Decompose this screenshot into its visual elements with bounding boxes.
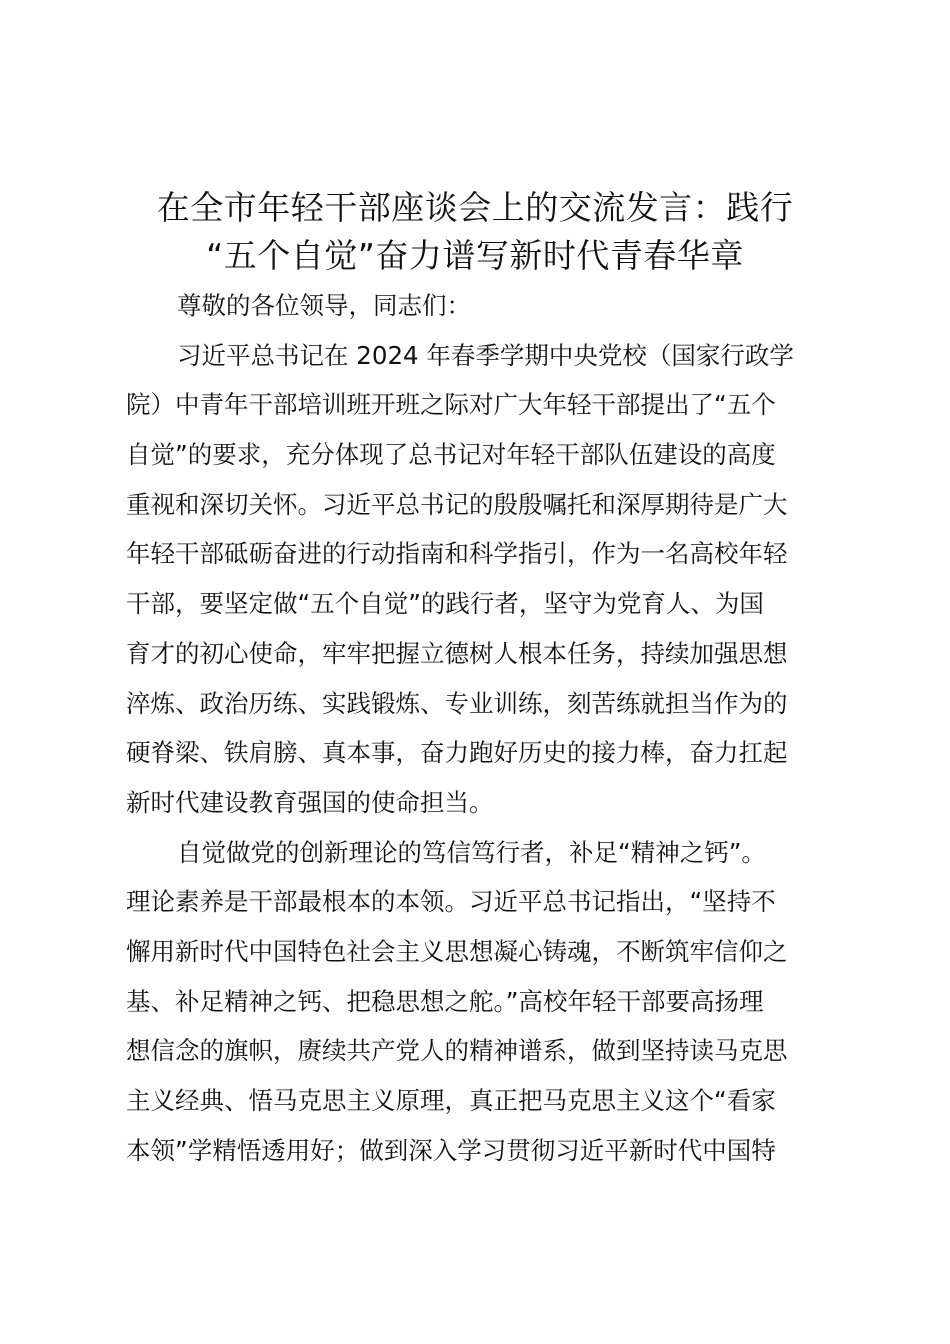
paragraph-line: 年轻干部砥砺奋进的行动指南和科学指引，作为一名高校年轻 xyxy=(126,539,788,569)
paragraph-line: 淬炼、政治历练、实践锻炼、专业训练，刻苦练就担当作为的 xyxy=(126,688,788,718)
salutation-line: 尊敬的各位领导，同志们： xyxy=(177,291,471,320)
paragraph-line: 理论素养是干部最根本的本领。习近平总书记指出，“坚持不 xyxy=(126,887,776,917)
paragraph-line: 本领”学精悟透用好；做到深入学习贯彻习近平新时代中国特 xyxy=(126,1135,776,1165)
paragraph-line: 想信念的旗帜，赓续共产党人的精神谱系，做到坚持读马克思 xyxy=(126,1036,788,1066)
paragraph-line: 院）中青年干部培训班开班之际对广大年轻干部提出了“五个 xyxy=(126,390,776,420)
paragraph-line: 基、补足精神之钙、把稳思想之舵。”高校年轻干部要高扬理 xyxy=(126,986,764,1016)
paragraph-line: 干部，要坚定做“五个自觉”的践行者，坚守为党育人、为国 xyxy=(126,589,764,619)
paragraph-line: 新时代建设教育强国的使命担当。 xyxy=(126,787,494,817)
paragraph-line: 主义经典、悟马克思主义原理，真正把马克思主义这个“看家 xyxy=(126,1086,776,1115)
title-line-2: “五个自觉”奋力谱写新时代青春华章 xyxy=(206,236,744,275)
paragraph-line: 重视和深切关怀。习近平总书记的殷殷嘱托和深厚期待是广大 xyxy=(126,489,788,519)
paragraph-line: 育才的初心使命，牢牢把握立德树人根本任务，持续加强思想 xyxy=(126,638,788,668)
paragraph-line: 习近平总书记在 2024 年春季学期中央党校（国家行政学 xyxy=(177,340,794,370)
paragraph-line: 硬脊梁、铁肩膀、真本事，奋力跑好历史的接力棒，奋力扛起 xyxy=(126,738,788,768)
paragraph-line: 自觉”的要求，充分体现了总书记对年轻干部队伍建设的高度 xyxy=(126,440,776,470)
section-heading-line: 自觉做党的创新理论的笃信笃行者，补足“精神之钙”。 xyxy=(177,837,766,867)
document-body xyxy=(126,281,834,1175)
title-line-1: 在全市年轻干部座谈会上的交流发言：践行 xyxy=(156,188,794,227)
document-title xyxy=(120,184,830,280)
paragraph-line: 懈用新时代中国特色社会主义思想凝心铸魂，不断筑牢信仰之 xyxy=(126,936,788,966)
